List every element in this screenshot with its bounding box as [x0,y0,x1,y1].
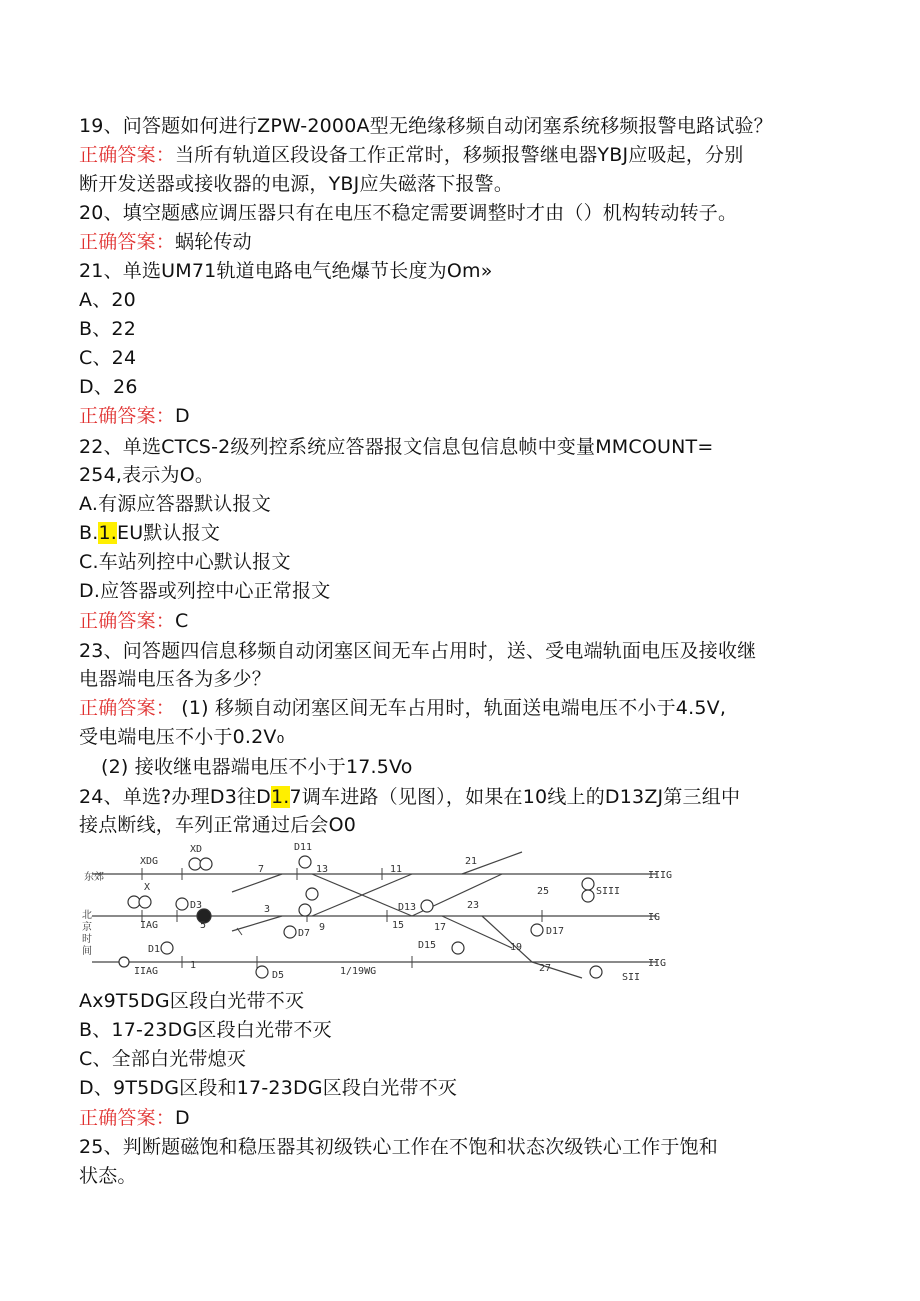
q21-answer [79,402,190,430]
q23-question-cont: 电器端电压各为多少？ [79,668,272,690]
q22-option-d: D.应答器或列控中心正常报文 [79,580,331,602]
q24-option-d: D、9T5DG区段和17-23DG区段白光带不灭 [79,1077,458,1099]
q20-question: 20、填空题感应调压器只有在电压不稳定需要调整时才由（）机构转动转子。 [79,202,738,224]
label-xd: XD [190,844,203,855]
q22-option-b [79,519,220,547]
label-siii: SIII [596,886,621,897]
q23-answer-cont: 受电端电压不小于0.2V₀ [79,726,285,748]
q22-option-b-rest: EU默认报文 [117,522,221,544]
label-d15: D15 [418,940,437,951]
q22-question-cont: 254,表示为O。 [79,464,215,486]
q21-option-b: B、22 [79,318,137,340]
q24-answer-text: D [175,1107,190,1129]
switch-7 [232,874,282,892]
answer-label: 正确答案： [79,144,176,166]
highlight-mark: 1. [98,522,118,544]
q23-answer [79,694,726,722]
q19-answer-text: 当所有轨道区段设备工作正常时，移频报警继电器YBJ应吸起，分别 [175,144,744,166]
q20-answer [79,228,252,256]
q21-option-c: C、24 [79,347,137,369]
label-n7: 7 [258,864,265,875]
q22-option-c: C.车站列控中心默认报文 [79,551,291,573]
q24-option-a: Ax9T5DG区段白光带不灭 [79,990,305,1012]
q21-answer-text: D [175,405,190,427]
label-n11: 11 [390,864,403,875]
q22-answer-text: C [175,610,189,632]
q21-question: 21、单选UM71轨道电路电气绝爆节长度为Om» [79,260,493,282]
label-iag: IAG [140,920,159,931]
label-d11: D11 [294,842,313,853]
label-iiig: IIIG [648,870,672,881]
q22-answer [79,607,188,635]
label-n27: 27 [539,963,552,974]
label-n13: 13 [316,864,329,875]
label-wg: 1/19WG [340,966,377,977]
switch-3 [232,916,282,931]
label-dongjiao: 东郊 [84,872,104,883]
q23-question: 23、问答题四信息移频自动闭塞区间无车占用时，送、受电端轨面电压及接收继 [79,640,757,662]
switch-19 [442,916,512,948]
label-iig: IIG [648,958,667,969]
label-d3: D3 [190,900,203,911]
label-n3: 3 [264,904,271,915]
q25-question: 25、判断题磁饱和稳压器其初级铁心工作在不饱和状态次级铁心工作于饱和 [79,1136,718,1158]
q22-option-b-prefix: B. [79,522,99,544]
answer-label: 正确答案： [79,1107,176,1129]
label-d7: D7 [298,928,311,939]
station-track-diagram [82,838,672,986]
label-n23: 23 [467,900,480,911]
label-ig: IG [648,912,661,923]
label-d1: D1 [148,944,161,955]
answer-label: 正确答案： [79,610,176,632]
q19-question: 19、问答题如何进行ZPW-2000A型无绝缘移频自动闭塞系统移频报警电路试验？ [79,115,773,137]
label-n25: 25 [537,886,550,897]
label-n1: 1 [190,960,197,971]
q24-question-a: 24、单选?办理D3往D [79,786,272,808]
label-sii: SII [622,972,641,983]
q24-question-b: 7调车进路（见图），如果在10线上的D13ZJ第三组中 [289,786,741,808]
label-jian: 间 [82,946,92,957]
label-shi: 时 [82,934,92,945]
q20-answer-text: 蜗轮传动 [175,231,252,253]
answer-label: 正确答案： [79,697,176,719]
q19-answer-cont: 断开发送器或接收器的电源，YBJ应失磁落下报警。 [79,173,514,195]
q24-option-b: B、17-23DG区段白光带不灭 [79,1019,332,1041]
label-x: X [144,882,151,893]
label-iiag: IIAG [134,966,159,977]
highlight-mark: 1. [271,786,290,808]
label-xdg: XDG [140,856,159,867]
q24-question-cont: 接点断线，车列正常通过后会O0 [79,814,357,836]
label-n5: 5 [200,920,207,931]
q23-answer-text: (1) 移频自动闭塞区间无车占用时，轨面送电端电压不小于4.5V, [175,697,727,719]
label-d13: D13 [398,902,417,913]
label-n15: 15 [392,920,405,931]
q25-question-cont: 状态。 [79,1165,137,1187]
label-d17: D17 [546,926,565,937]
q23-answer-cont2: (2) 接收继电器端电压不小于17.5Vo [101,756,413,778]
label-n19: 19 [510,942,523,953]
label-d5: D5 [272,970,285,981]
answer-label: 正确答案： [79,231,176,253]
q21-option-a: A、20 [79,289,136,311]
answer-label: 正确答案： [79,405,176,427]
q22-option-a: A.有源应答器默认报文 [79,493,271,515]
label-n17: 17 [434,922,447,933]
q24-option-c: C、全部白光带熄灭 [79,1048,247,1070]
q19-answer [79,141,743,169]
q21-option-d: D、26 [79,376,138,398]
switch-17 [482,916,532,962]
q24-question [79,783,740,811]
label-n9: 9 [319,922,326,933]
label-n21: 21 [465,856,478,867]
q22-question: 22、单选CTCS-2级列控系统应答器报文信息包信息帧中变量MMCOUNT= [79,436,714,458]
label-bei: 北 [82,910,92,921]
q24-answer [79,1104,190,1132]
label-jing: 京 [82,922,92,933]
